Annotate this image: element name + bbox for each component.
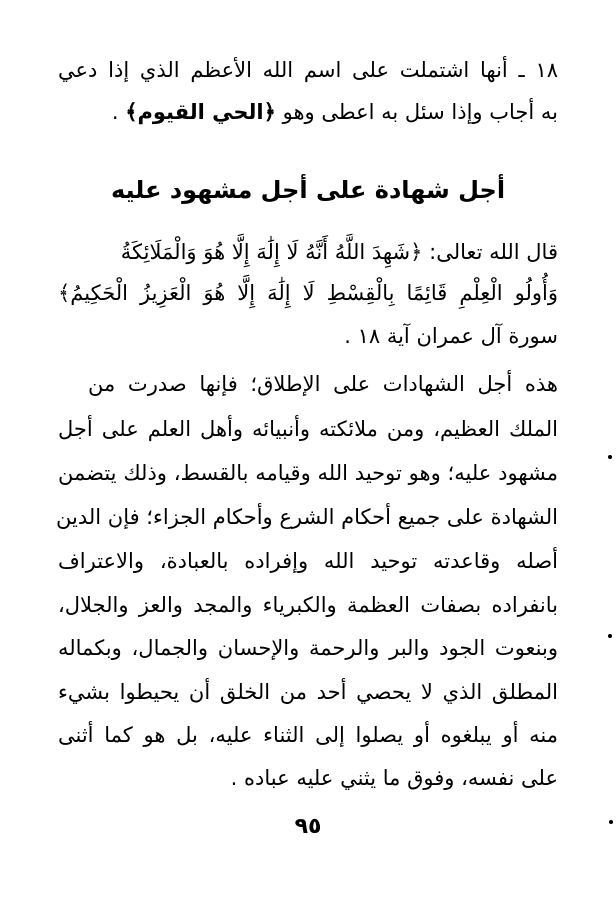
intro-line-2-end: .	[111, 100, 119, 124]
body-line-2: الملك العظيم، ومن ملائكته وأنبيائه وأهل العلم على أجل	[58, 417, 558, 441]
body-line-5: أصله وقاعدته توحيد الله وإفراده بالعبادة، والاعتراف	[58, 549, 558, 573]
quran-verse-part-2: وَأُولُو الْعِلْمِ قَائِمًا بِالْقِسْطِ لَا إِلَٰهَ إِلَّا هُوَ الْعَزِيزُ الْحَكِيمُ﴾	[58, 281, 558, 305]
scan-speck	[608, 634, 612, 638]
body-line-3: مشهود عليه؛ وهو توحيد الله وقيامه بالقسط، وذلك يتضمن	[58, 461, 558, 485]
body-line-7: وبنعوت الجود والبر والرحمة والإحسان والجمال، وبكماله	[58, 636, 558, 660]
quran-verse-part-1: ﴿شَهِدَ اللَّهُ أَنَّهُ لَا إِلَٰهَ إِلَّا هُوَ وَالْمَلَائِكَةُ	[120, 240, 423, 264]
scan-speck	[608, 455, 612, 459]
body-line-9: منه أو يبلغوه أو يصلوا إلى الثناء عليه، بل هو كما أثنى	[58, 723, 558, 747]
verse-line-1	[58, 237, 558, 267]
divine-names: ﴿الحي القيوم﴾	[125, 100, 276, 124]
verse-intro: قال الله تعالى:	[429, 240, 558, 264]
intro-line-2-text: به أجاب وإذا سئل به اعطى وهو	[282, 100, 558, 124]
page-number: ٩٥	[294, 814, 322, 839]
intro-line-1: ١٨ ـ أنها اشتملت على اسم الله الأعظم الذي إذا دعي	[58, 58, 558, 82]
body-line-8: المطلق الذي لا يحصي أحد من الخلق أن يحيطوا بشيء	[58, 680, 558, 704]
body-line-10: على نفسه، وفوق ما يثني عليه عباده .	[230, 766, 558, 790]
section-heading: أجل شهادة على أجل مشهود عليه	[110, 176, 506, 204]
body-line-4: الشهادة على جميع أحكام الشرع وأحكام الجزاء؛ فإن الدين	[56, 505, 558, 529]
verse-reference: سورة آل عمران آية ١٨ .	[344, 324, 558, 348]
intro-line-2	[58, 97, 558, 127]
scan-speck	[609, 820, 613, 824]
body-line-1: هذه أجل الشهادات على الإطلاق؛ فإنها صدرت من	[88, 372, 558, 396]
body-line-6: بانفراده بصفات العظمة والكبرياء والمجد والعز والجلال،	[58, 593, 558, 617]
